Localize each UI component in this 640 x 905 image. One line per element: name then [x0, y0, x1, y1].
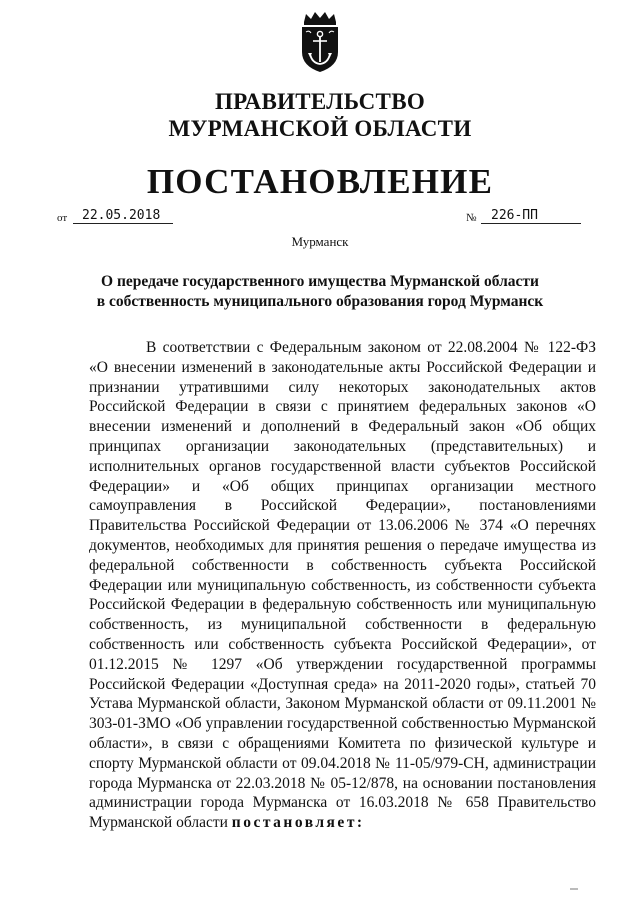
document-date: 22.05.2018 [73, 208, 173, 224]
document-number: 226-ПП [481, 208, 581, 224]
decree-word: постановляет: [231, 814, 365, 832]
page-mark [570, 888, 578, 890]
body-text: В соответствии с Федеральным законом от 22.08.2004 № 122-ФЗ «О внесении изменений в законодательные акты Российской Федерации и признании утратившими силу некоторых законодательных актов Российской Федерации в связи с принятием федеральных законов «О внесении изменений и дополнений в Федеральный закон «Об общих принципах организации законодательных (представительных) и исполнительных органов государственной власти субъектов Российской Федерации» и «Об общих принципах организации местного самоуправления в Российской Федерации», постановлениями Правительства Российской Федерации от 13.06.2006 № 374 «О перечнях документов, необходимых для принятия решения о передаче имущества из федеральной собственности в собственность субъекта Российской Федерации или муниципальную собственность, из собственности субъекта Российской Федерации в федеральную собственность или муниципальную собственность, из муниципальной собственности в федеральную собственность или собственность субъекта Российской Федерации», от 01.12.2015 № 1297 «Об утверждении государственной программы Российской Федерации «Доступная среда» на 2011-2020 годы», статьей 70 Устава Мурманской области, Законом Мурманской области от 09.11.2001 № 303-01-ЗМО «Об управлении государственной собственностью Мурманской области», в связи с обращениями Комитета по физической культуре и спорту Мурманской области от 09.04.2018 № 11-05/979-СН, администрации города Мурманска от 22.03.2018 № 05-12/878, на основании постановления администрации города Мурманска от 16.03.2018 № 658 Правительство Мурманской области [89, 339, 596, 832]
subject-line-1: О передаче государственного имущества Мурманской области [101, 273, 539, 290]
government-title: ПРАВИТЕЛЬСТВО [214, 89, 426, 114]
body-paragraph [89, 338, 596, 833]
document-subject [60, 272, 580, 312]
coat-of-arms-icon [296, 10, 344, 74]
document-city: Мурманск [291, 234, 349, 249]
date-prefix: от [57, 212, 68, 224]
document-type: ПОСТАНОВЛЕНИЕ [146, 162, 494, 201]
subject-line-2: в собственность муниципального образования город Мурманск [96, 293, 544, 310]
government-region: МУРМАНСКОЙ ОБЛАСТИ [168, 116, 472, 141]
number-prefix: № [466, 212, 477, 224]
